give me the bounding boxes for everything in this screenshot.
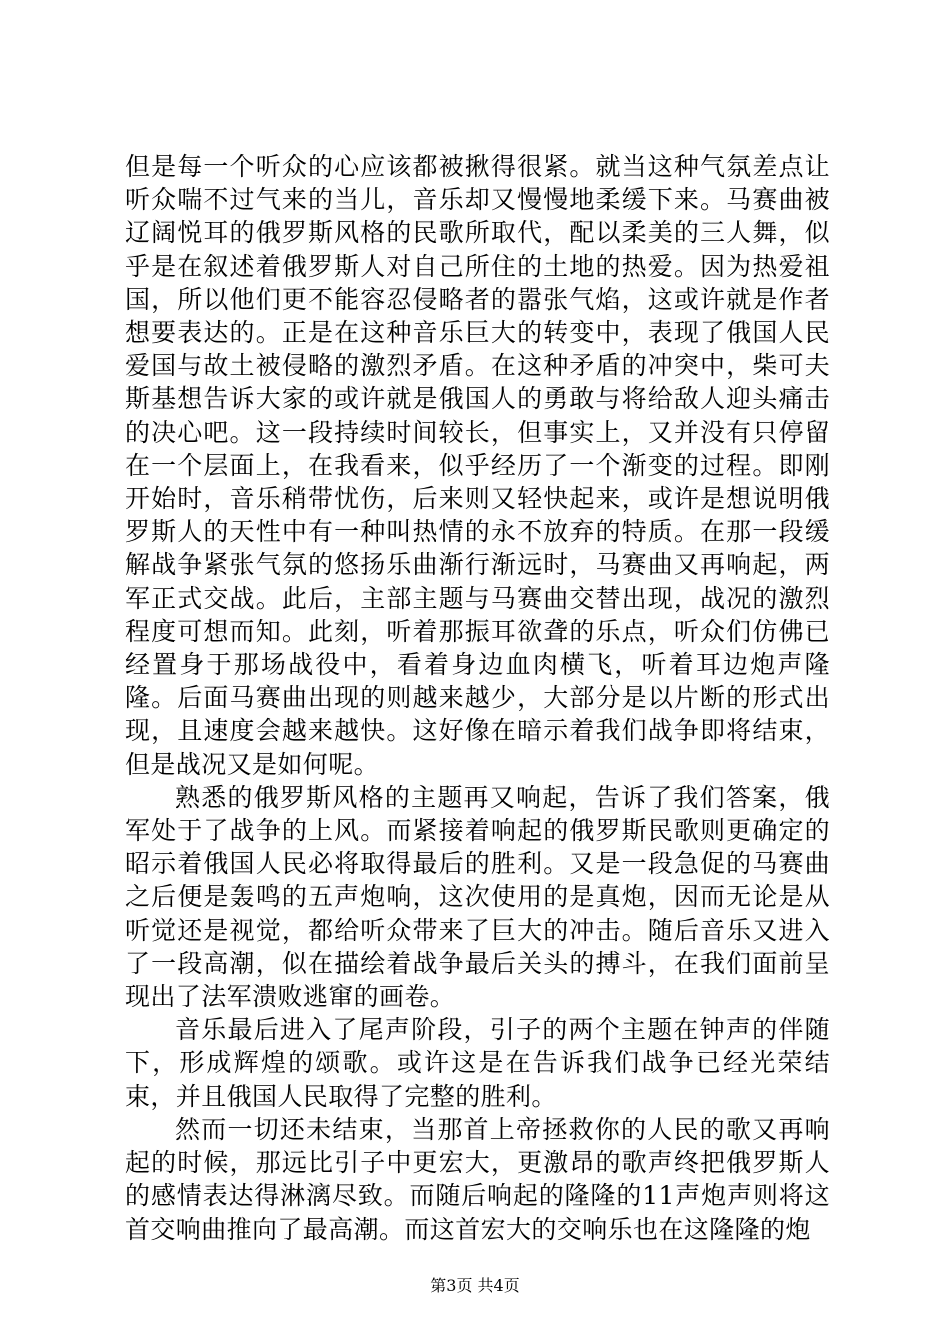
paragraph: 但是每一个听众的心应该都被揪得很紧。就当这种气氛差点让听众喘不过气来的当儿，音乐却又慢慢地柔缓下来。马赛曲被辽阔悦耳的俄罗斯风格的民歌所取代，配以柔美的三人舞，似乎是在叙述着俄罗斯人对自己所住的土地的热爱。因为热爱祖国，所以他们更不能容忍侵略者的嚣张气焰，这或许就是作者想要表达的。正是在这种音乐巨大的转变中，表现了俄国人民爱国与故土被侵略的激烈矛盾。在这种矛盾的冲突中，柴可夫斯基想告诉大家的或许就是俄国人的勇敢与将给敌人迎头痛击的决心吧。这一段持续时间较长，但事实上，又并没有只停留在一个层面上，在我看来，似乎经历了一个渐变的过程。即刚开始时，音乐稍带忧伤，后来则又轻快起来，或许是想说明俄罗斯人的天性中有一种叫热情的永不放弃的特质。在那一段缓解战争紧张气氛的悠扬乐曲渐行渐远时，马赛曲又再响起，两军正式交战。此后，主部主题与马赛曲交替出现，战况的激烈程度可想而知。此刻，听着那振耳欲聋的乐点，听众们仿佛已经置身于那场战役中，看着身边血肉横飞，听着耳边炮声隆隆。后面马赛曲出现的则越来越少，大部分是以片断的形式出现，且速度会越来越快。这好像在暗示着我们战争即将结束，但是战况又是如何呢。	[125, 152, 830, 779]
document-body	[125, 150, 830, 1246]
paragraph: 音乐最后进入了尾声阶段，引子的两个主题在钟声的伴随下，形成辉煌的颂歌。或许这是在告诉我们战争已经光荣结束，并且俄国人民取得了完整的胜利。	[125, 1015, 830, 1111]
paragraph: 熟悉的俄罗斯风格的主题再又响起，告诉了我们答案，俄军处于了战争的上风。而紧接着响起的俄罗斯民歌则更确定的昭示着俄国人民必将取得最后的胜利。又是一段急促的马赛曲之后便是轰鸣的五声炮响，这次使用的是真炮，因而无论是从听觉还是视觉，都给听众带来了巨大的冲击。随后音乐又进入了一段高潮，似在描绘着战争最后关头的搏斗，在我们面前呈现出了法军溃败逃窜的画卷。	[125, 782, 830, 1012]
paragraph: 然而一切还未结束，当那首上帝拯救你的人民的歌又再响起的时候，那远比引子中更宏大，更激昂的歌声终把俄罗斯人的感情表达得淋漓尽致。而随后响起的隆隆的11声炮声则将这首交响曲推向了最高潮。而这首宏大的交响乐也在这隆隆的炮	[125, 1114, 830, 1244]
page-footer: 第3页 共4页	[430, 1276, 520, 1295]
